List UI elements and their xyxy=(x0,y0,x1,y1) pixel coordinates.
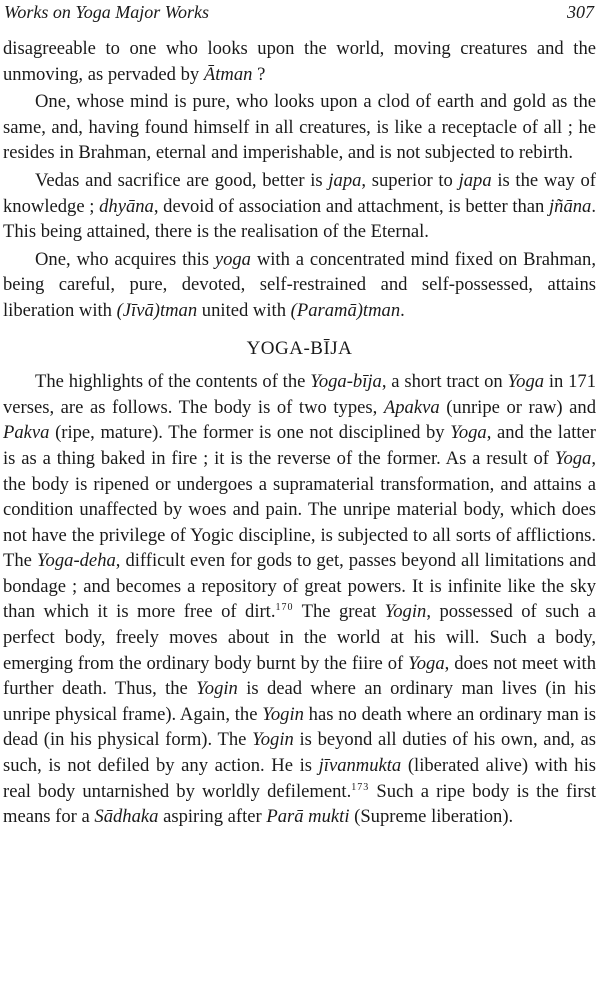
text: . xyxy=(400,299,405,321)
italic-term: jīvanmukta xyxy=(318,755,402,777)
text: aspiring after xyxy=(158,806,267,828)
italic-term: (Paramā)tman xyxy=(290,299,401,321)
text: , the body is ripened or undergoes a supramaterial transformation, and attains a condition unaffected by woes and pain. The unripe material body, which does not have the privilege of Yogic discipline, is subjected to all sorts of afflictions. The xyxy=(3,447,596,572)
text: , difficult even for gods to get, passes beyond all limitations and bondage ; and becomes a repository of great powers. It is infinite like the sky than which it is more free of dirt. xyxy=(3,550,596,623)
page-number: 307 xyxy=(567,2,594,22)
text: ? xyxy=(252,63,266,85)
running-header xyxy=(4,2,594,26)
text: disagreeable to one who looks upon the world, moving creatures and the unmoving, as pervaded by xyxy=(3,38,596,85)
italic-term: Ātman xyxy=(203,63,253,85)
text: in 171 verses, are as follows. The body is of two types, xyxy=(3,371,596,418)
italic-term: japa xyxy=(458,169,492,191)
text: (ripe, mature). The former is one not disciplined by xyxy=(49,422,451,444)
italic-term: Yogin xyxy=(252,729,294,751)
text: . This being attained, there is the realisation of the Eternal. xyxy=(3,195,597,243)
text: One, who acquires this xyxy=(35,248,215,270)
italic-term: jñāna xyxy=(549,195,592,217)
paragraph-5 xyxy=(3,369,596,830)
italic-term: Yoga xyxy=(554,447,592,469)
text: , a short tract on xyxy=(381,371,508,393)
italic-term: Apakva xyxy=(383,396,440,418)
text: is beyond all duties of his own, and, as such, is not defiled by any action. He is xyxy=(3,729,596,777)
italic-term: Yogin xyxy=(262,703,304,725)
italic-term: Yogin xyxy=(384,601,427,623)
text: united with xyxy=(197,299,291,321)
text: (unripe or raw) and xyxy=(439,396,597,418)
footnote-ref: 173 xyxy=(351,781,370,793)
text: is the way of knowledge ; xyxy=(3,169,596,217)
paragraph-1 xyxy=(3,36,596,87)
italic-term: (Jīvā)tman xyxy=(116,299,198,321)
italic-term: Pakva xyxy=(3,422,50,444)
running-title: Works on Yoga Major Works xyxy=(4,2,210,22)
paragraph-4 xyxy=(3,247,596,324)
footnote-ref: 170 xyxy=(275,602,294,614)
text: , possessed of such a perfect body, freely moves about in the world at his will. Such a body, emerging from the ordinary body burnt by the fiire of xyxy=(3,601,596,674)
section-heading: YOGA-BĪJA xyxy=(246,337,353,359)
text: , devoid of association and attachment, is better than xyxy=(153,195,549,217)
italic-term: dhyāna xyxy=(99,195,154,217)
paragraph-2 xyxy=(3,89,596,166)
text: (Supreme liberation). xyxy=(349,806,514,828)
text: , does not meet with further death. Thus, the xyxy=(3,652,596,700)
page-body xyxy=(3,36,596,832)
italic-term: Sādhaka xyxy=(94,806,159,828)
text: , and the latter is as a thing baked in fire ; it is the reverse of the former. As a result of xyxy=(3,422,596,469)
text: One, whose mind is pure, who looks upon a clod of earth and gold as the same, and, having found himself in all creatures, is like a receptacle of all ; he resides in Brahman, eternal and imperishable, and is not subjected to rebirth. xyxy=(3,91,596,164)
text: (liberated alive) with his real body untarnished by worldly defilement. xyxy=(3,755,596,802)
text: Vedas and sacrifice are good, better is xyxy=(35,169,329,191)
text: has no death where an ordinary man is dead (in his physical form). The xyxy=(3,703,596,751)
italic-term: Yoga xyxy=(450,422,487,444)
italic-term: Yogin xyxy=(196,678,238,700)
text: , superior to xyxy=(361,169,459,191)
paragraph-3 xyxy=(3,168,596,245)
text: with a concentrated mind fixed on Brahman, being careful, pure, devoted, self-restrained and self-possessed, attains liberation with xyxy=(3,248,596,321)
italic-term: yoga xyxy=(214,248,251,270)
italic-term: Parā mukti xyxy=(266,806,350,828)
text: is dead where an ordinary man lives (in his unripe physical frame). Again, the xyxy=(3,678,596,725)
italic-term: Yoga-bīja xyxy=(310,371,382,393)
text: The great xyxy=(293,601,385,623)
italic-term: japa xyxy=(328,169,362,191)
italic-term: Yoga-deha xyxy=(36,550,116,572)
text: Such a ripe body is the first means for a xyxy=(3,780,596,828)
italic-term: Yoga xyxy=(408,652,445,674)
text: The highlights of the contents of the xyxy=(35,371,311,393)
italic-term: Yoga xyxy=(507,371,545,393)
